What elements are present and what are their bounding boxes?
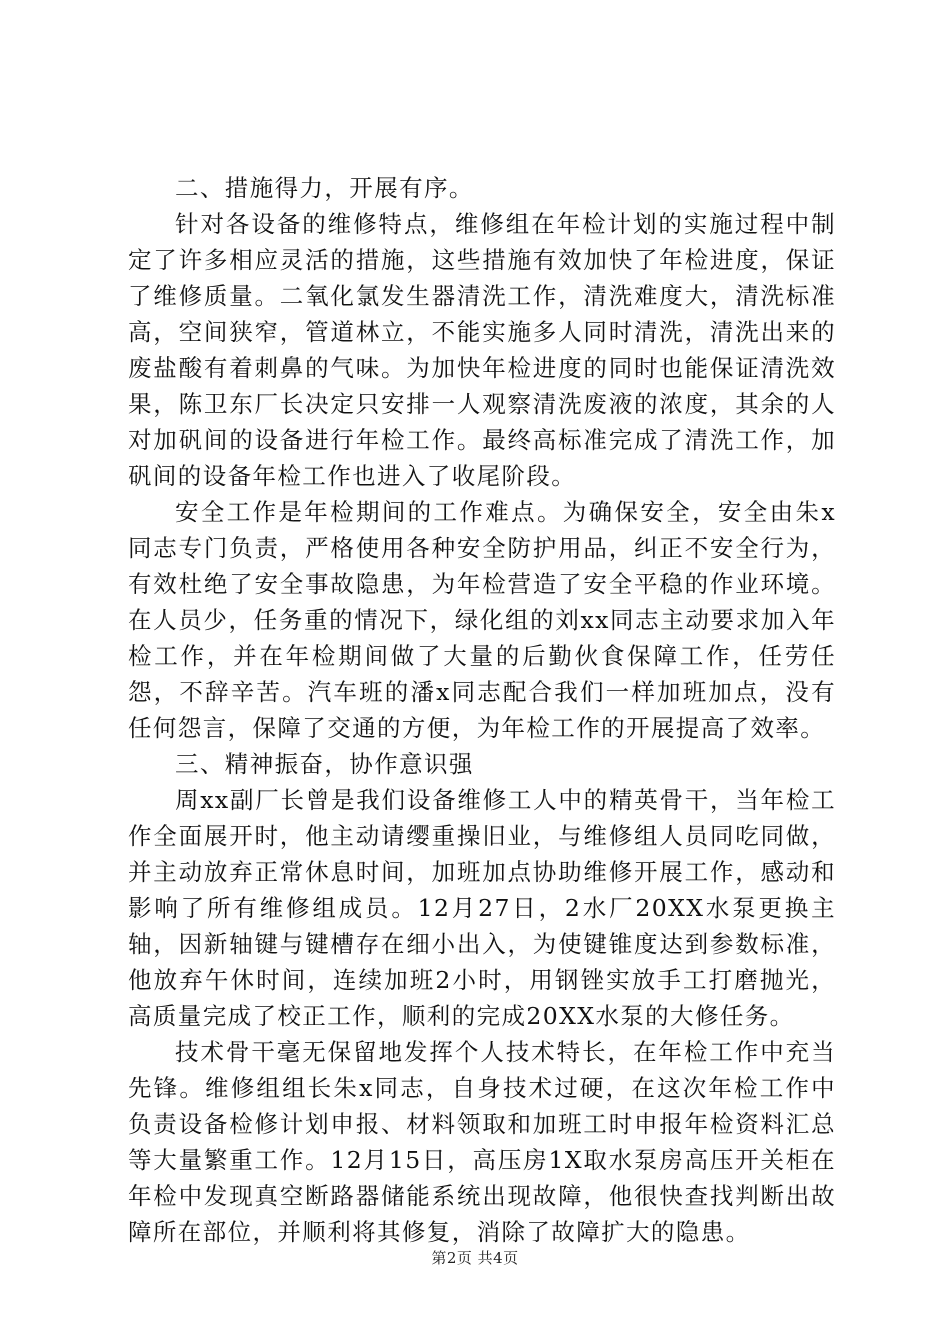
section-heading-3: 三、精神振奋，协作意识强 [175,750,474,778]
section-heading-2: 二、措施得力，开展有序。 [175,174,474,202]
page-number-footer: 第2页 共4页 [431,1249,519,1267]
paragraph-deputy-director: 周xx副厂长曾是我们设备维修工人中的精英骨干，当年检工作全面展开时，他主动请缨重操旧业，与维修组人员同吃同做，并主动放弃正常休息时间，加班加点协助维修开展工作，感动和影响了所有维修组成员。12月27日，2水厂20XX水泵更换主轴，因新轴键与键槽存在细小出入，为使键锥度达到参数标准，他放弃午休时间，连续加班2小时，用钢锉实放手工打磨抛光，高质量完成了校正工作，顺利的完成20XX水泵的大修任务。 [128,786,836,1030]
paragraph-measures: 针对各设备的维修特点，维修组在年检计划的实施过程中制定了许多相应灵活的措施，这些措施有效加快了年检进度，保证了维修质量。二氧化氯发生器清洗工作，清洗难度大，清洗标准高，空间狭窄，管道林立，不能实施多人同时清洗，清洗出来的废盐酸有着刺鼻的气味。为加快年检进度的同时也能保证清洗效果，陈卫东厂长决定只安排一人观察清洗废液的浓度，其余的人对加矾间的设备进行年检工作。最终高标准完成了清洗工作，加矾间的设备年检工作也进入了收尾阶段。 [128,210,836,490]
paragraph-technical-staff: 技术骨干毫无保留地发挥个人技术特长，在年检工作中充当先锋。维修组组长朱x同志，自身技术过硬，在这次年检工作中负责设备检修计划申报、材料领取和加班工时申报年检资料汇总等大量繁重工作。12月15日，高压房1X取水泵房高压开关柜在年检中发现真空断路器储能系统出现故障，他很快查找判断出故障所在部位，并顺利将其修复，消除了故障扩大的隐患。 [128,1038,836,1246]
document-body [128,170,836,1250]
paragraph-safety: 安全工作是年检期间的工作难点。为确保安全，安全由朱x同志专门负责，严格使用各种安全防护用品，纠正不安全行为，有效杜绝了安全事故隐患，为年检营造了安全平稳的作业环境。在人员少，任务重的情况下，绿化组的刘xx同志主动要求加入年检工作，并在年检期间做了大量的后勤伙食保障工作，任劳任怨，不辞辛苦。汽车班的潘x同志配合我们一样加班加点，没有任何怨言，保障了交通的方便，为年检工作的开展提高了效率。 [128,498,836,742]
